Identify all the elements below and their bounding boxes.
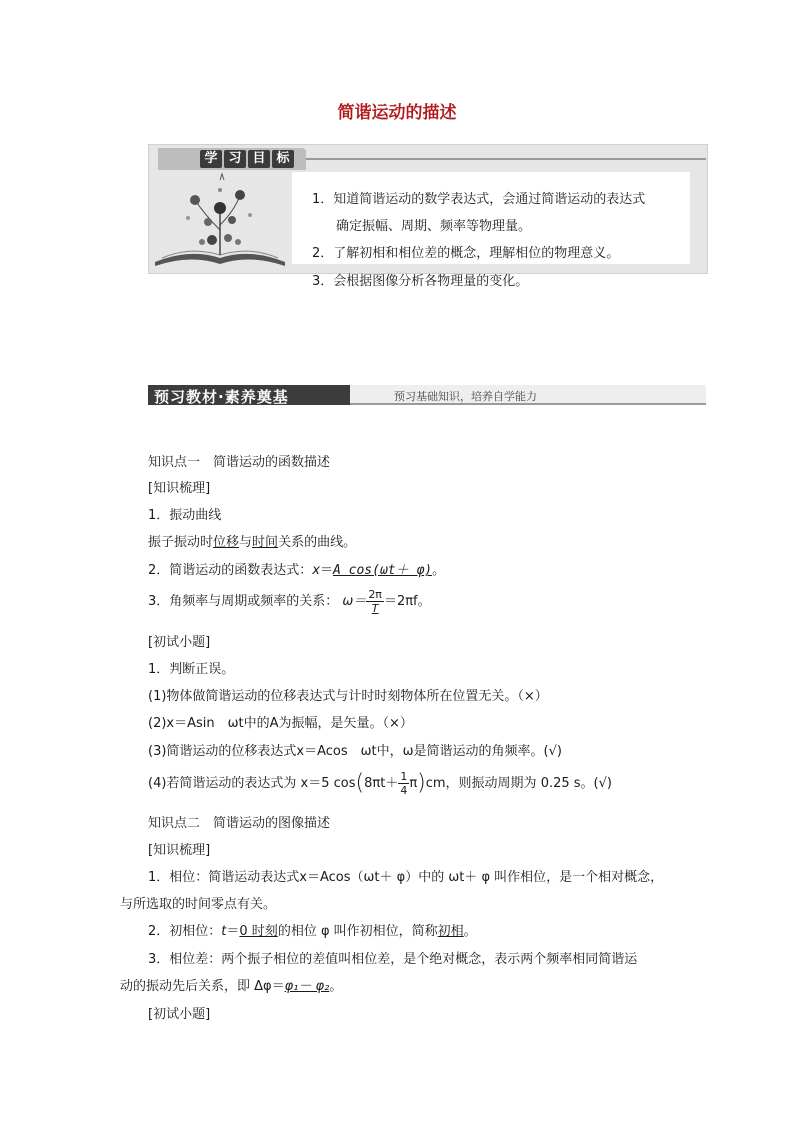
text: 振子振动时 [148, 535, 214, 550]
paragraph-continuation: 与所选取的时间零点有关。 [120, 897, 277, 912]
paren-right: ) [417, 770, 426, 796]
text: 的相位 φ 叫作初相位，简称 [277, 924, 438, 939]
section-tag: [知识梳理] [148, 843, 211, 858]
objective-item: 2．了解初相和相位差的概念，理解相位的物理意义。 [312, 246, 620, 261]
objective-item: 1．知道简谐运动的数学表达式，会通过简谐运动的表达式 [312, 192, 646, 207]
text: 2．初相位： [148, 924, 222, 939]
fraction [398, 770, 409, 797]
list-item: 1．振动曲线 [148, 508, 222, 523]
knowledge-point-1-title: 知识点一 简谐运动的函数描述 [148, 455, 331, 470]
section-banner-title: 预习教材·素养奠基 [154, 388, 289, 406]
text: 。 [432, 563, 446, 578]
knowledge-point-2-title: 知识点二 简谐运动的图像描述 [148, 816, 331, 831]
objectives-header-char: 目 [248, 150, 270, 168]
fraction [366, 588, 384, 615]
text: (4)若简谐运动的表达式为 x＝5 cos [148, 776, 356, 791]
text: ＝2πf。 [383, 594, 431, 609]
fraction-denominator: 4 [400, 784, 408, 797]
quiz-item: (1)物体做简谐运动的位移表达式与计时时刻物体所在位置无关。（×） [148, 689, 548, 704]
text: 3．角频率与周期或频率的关系： [148, 594, 339, 609]
paragraph [148, 588, 431, 615]
paragraph-continuation [120, 975, 342, 994]
paren-left: ( [355, 770, 365, 796]
section-banner-subtitle: 预习基础知识，培养自学能力 [394, 390, 537, 403]
paragraph [148, 531, 356, 550]
fraction-denominator: T [371, 602, 379, 615]
math-var: ω＝ [342, 594, 367, 609]
text: 与 [239, 535, 253, 550]
text: 动的振动先后关系，即 Δφ＝ [120, 979, 285, 994]
fraction-numerator: 2π [368, 588, 382, 601]
answer-blank: 初相 [437, 924, 464, 939]
math-var: t [221, 924, 227, 939]
objectives-rule [306, 158, 706, 160]
paragraph [148, 920, 477, 939]
math-var: x [312, 563, 320, 578]
text: ＝ [319, 563, 333, 578]
answer-blank: 位移 [213, 535, 240, 550]
objectives-header-label [200, 150, 300, 168]
quiz-item [148, 770, 612, 797]
text: 8πt＋ [364, 776, 399, 791]
objectives-header-char: 学 [200, 150, 222, 168]
objective-item: 3．会根据图像分析各物理量的变化。 [312, 274, 529, 289]
text: 关系的曲线。 [278, 535, 357, 550]
answer-blank: φ₁－ φ₂ [284, 979, 330, 994]
page-title: 简谐运动的描述 [337, 103, 457, 123]
paragraph: 1．相位：简谐运动表达式x＝Acos（ωt＋ φ）中的 ωt＋ φ 叫作相位，是一个相对概念， [148, 870, 664, 885]
paragraph [148, 559, 445, 578]
section-tag: [知识梳理] [148, 481, 211, 496]
text: ＝ [226, 924, 240, 939]
section-tag: [初试小题] [148, 1007, 211, 1022]
answer-blank: 0 时刻 [239, 924, 278, 939]
section-tag: [初试小题] [148, 635, 211, 650]
text: 2．简谐运动的函数表达式： [148, 563, 313, 578]
text: 。 [329, 979, 343, 994]
answer-blank: 时间 [252, 535, 279, 550]
fraction-numerator: 1 [400, 770, 408, 783]
objective-item-continuation: 确定振幅、周期、频率等物理量。 [336, 219, 532, 234]
text: cm，则振动周期为 0.25 s。(√) [425, 776, 612, 791]
objectives-header-char: 标 [272, 150, 294, 168]
quiz-item: (2)x＝Asin ωt中的A为振幅，是矢量。（×） [148, 716, 413, 731]
answer-blank: A cos(ωt＋ φ) [333, 563, 433, 578]
paragraph: 3．相位差：两个振子相位的差值叫相位差，是个绝对概念，表示两个频率相同简谐运 [148, 952, 638, 967]
list-item: 1．判断正误。 [148, 662, 235, 677]
objectives-header-char: 习 [224, 150, 246, 168]
text: 。 [463, 924, 477, 939]
quiz-item: (3)简谐运动的位移表达式x＝Acos ωt中，ω是简谐运动的角频率。(√) [148, 744, 562, 759]
text: π [409, 776, 418, 791]
open-book-flower-illustration [150, 170, 290, 270]
